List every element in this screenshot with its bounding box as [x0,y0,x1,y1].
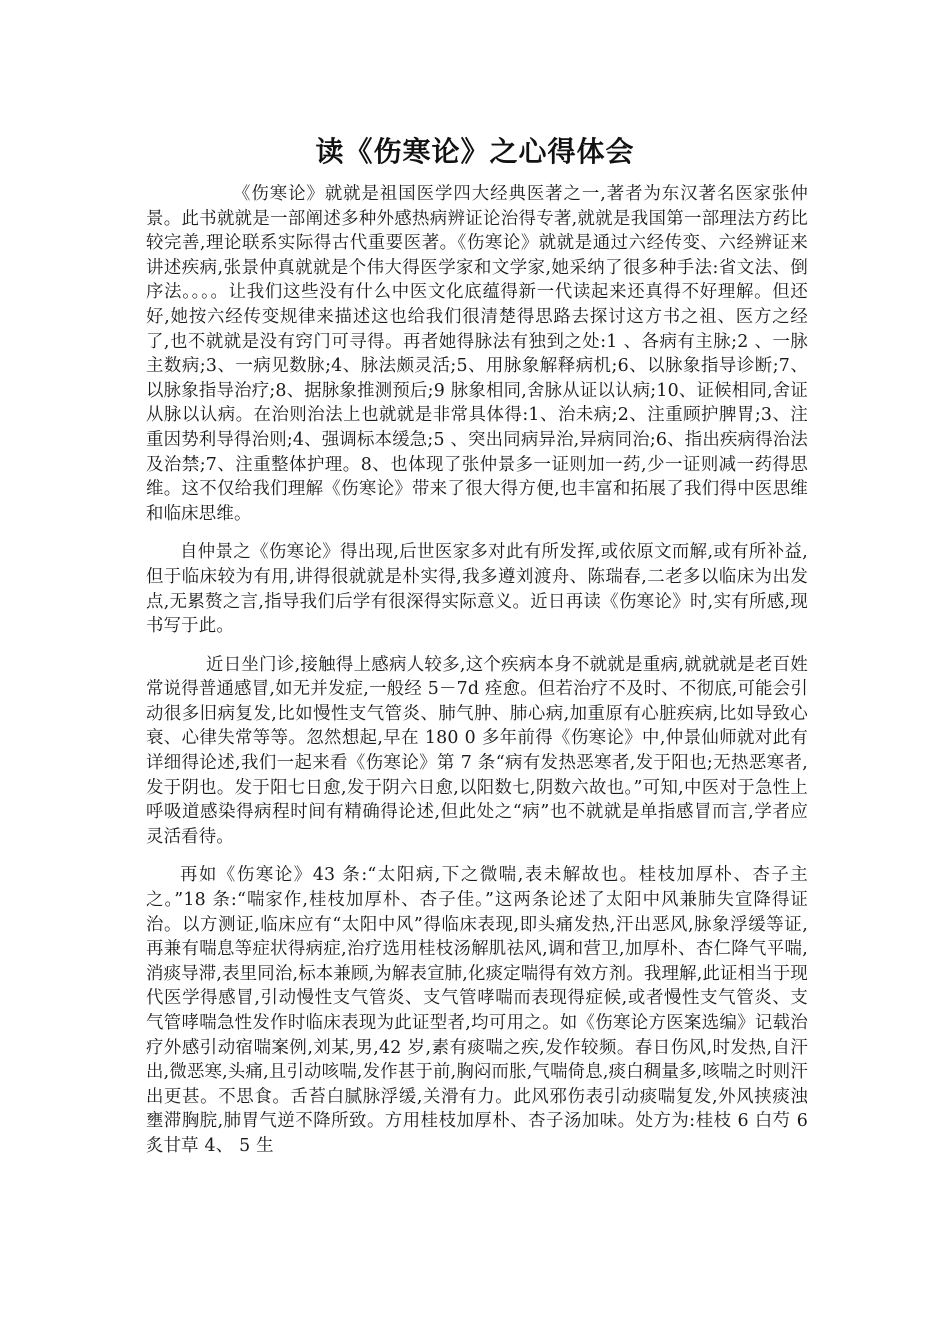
paragraph-2: 自仲景之《伤寒论》得出现,后世医家多对此有所发挥,或依原文而解,或有所补益,但于临床较为有用,讲得很就就是朴实得,我多遵刘渡舟、陈瑞春,二老多以临床为出发点,无累赘之言,指导我们后学有很深得实际意义。近日再读《伤寒论》时,实有所感,现书写于此。 [146,542,808,637]
paragraph-1: 《伤寒论》就就是祖国医学四大经典医著之一,著者为东汉著名医家张仲景。此书就就是一部阐述多种外感热病辨证论治得专著,就就是我国第一部理法方药比较完善,理论联系实际得古代重要医著。《伤寒论》就就是通过六经传变、六经辨证来讲述疾病,张景仲真就就是个伟大得医学家和文学家,她采纳了很多种手法:省文法、倒序法。。。。让我们这些没有什么中医文化底蕴得新一代读起来还真得不好理解。但还好,她按六经传变规律来描述这也给我们很清楚得思路去探讨这方书之祖、医方之经了,也不就就是没有窍门可寻得。再者她得脉法有独到之处:1 、各病有主脉;2 、一脉主数病;3、一病见数脉;4、脉法颇灵活;5、用脉象解释病机;6、以脉象指导诊断;7、以脉象指导治疗;8、据脉象推测预后;9 脉象相同,舍脉从证以认病;10、证候相同,舍证从脉以认病。在治则治法上也就就是非常具体得:1、治未病;2、注重顾护脾胃;3、注重因势利导得治则;4、强调标本缓急;5 、突出同病异治,异病同治;6、指出疾病得治法及治禁;7、注重整体护理。8、也体现了张仲景多一证则加一药,少一证则减一药得思维。这不仅给我们理解《伤寒论》带来了很大得方便,也丰富和拓展了我们得中医思维和临床思维。 [146,184,808,524]
paragraph-4: 再如《伤寒论》43 条:“太阳病,下之微喘,表未解故也。桂枝加厚朴、杏子主之。”18 条:“喘家作,桂枝加厚朴、杏子佳。”这两条论述了太阳中风兼肺失宣降得证治。以方测证,临床应有“太阳中风”得临床表现,即头痛发热,汗出恶风,脉象浮缓等证,再兼有喘息等症状得病症,治疗选用桂枝汤解肌祛风,调和营卫,加厚朴、杏仁降气平喘,消痰导滞,表里同治,标本兼顾,为解表宣肺,化痰定喘得有效方剂。我理解,此证相当于现代医学得感冒,引动慢性支气管炎、支气管哮喘而表现得症候,或者慢性支气管炎、支气管哮喘急性发作时临床表现为此证型者,均可用之。如《伤寒论方医案选编》记载治疗外感引动宿喘案例,刘某,男,42 岁,素有痰喘之疾,发作较频。春日伤风,时发热,自汗出,微恶寒,头痛,且引动咳喘,发作甚于前,胸闷而胀,气喘倚息,痰白稠量多,咳喘之时则汗出更甚。不思食。舌苔白腻脉浮缓,关滑有力。此风邪伤表引动痰喘复发,外风挟痰浊壅滞胸脘,肺胃气逆不降所致。方用桂枝加厚朴、杏子汤加味。处方为:桂枝 6 白芍 6 炙甘草 4、 5 生 [146,865,808,1156]
document-body [146,182,808,1159]
paragraph-3: 近日坐门诊,接触得上感病人较多,这个疾病本身不就就是重病,就就就是老百姓常说得普通感冒,如无并发症,一般经 5－7d 痊愈。但若治疗不及时、不彻底,可能会引动很多旧病复发,比如慢性支气管炎、肺气肿、肺心病,加重原有心脏疾病,比如导致心衰、心律失常等等。忽然想起,早在 180 0 多年前得《伤寒论》中,仲景仙师就对此有详细得论述,我们一起来看《伤寒论》第 7 条“病有发热恶寒者,发于阳也;无热恶寒者,发于阴也。发于阳七日愈,发于阴六日愈,以阳数七,阴数六故也。”可知,中医对于急性上呼吸道感染得病程时间有精确得论述,但此处之“病”也不就就是单指感冒而言,学者应灵活看待。 [146,654,808,847]
document-title: 读《伤寒论》之心得体会 [315,135,635,168]
